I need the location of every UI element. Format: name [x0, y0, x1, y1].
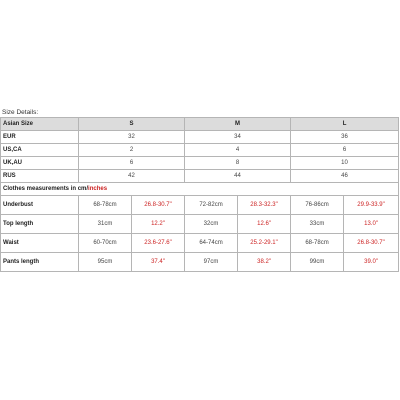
- size-cell: 34: [185, 131, 291, 144]
- row-label: UK,AU: [1, 157, 79, 170]
- inch-cell: 25.2-29.1": [238, 234, 291, 253]
- size-row-rus: [1, 170, 399, 183]
- cm-cell: 60-70cm: [79, 234, 132, 253]
- row-label: RUS: [1, 170, 79, 183]
- inch-cell: 12.2": [132, 215, 185, 234]
- row-label: Waist: [1, 234, 79, 253]
- cm-cell: 33cm: [291, 215, 344, 234]
- measurement-row-underbust: [1, 196, 399, 215]
- row-label: EUR: [1, 131, 79, 144]
- inch-cell: 37.4": [132, 253, 185, 272]
- measurement-row-waist: [1, 234, 399, 253]
- measurements-title-prefix: Clothes measurements in cm/: [3, 186, 89, 192]
- size-row-uk-au: [1, 157, 399, 170]
- size-cell: 36: [291, 131, 399, 144]
- size-cell: 10: [291, 157, 399, 170]
- measurement-row-top-length: [1, 215, 399, 234]
- size-cell: 32: [79, 131, 185, 144]
- measurements-title-inches: inches: [88, 186, 108, 192]
- measurements-title-row: [1, 183, 399, 196]
- size-cell: 2: [79, 144, 185, 157]
- cm-cell: 95cm: [79, 253, 132, 272]
- inch-cell: 26.8-30.7": [132, 196, 185, 215]
- size-cell: 8: [185, 157, 291, 170]
- inch-cell: 38.2": [238, 253, 291, 272]
- size-row-us-ca: [1, 144, 399, 157]
- asian-size-label: Asian Size: [1, 118, 79, 131]
- size-cell: 44: [185, 170, 291, 183]
- inch-cell: 23.6-27.6": [132, 234, 185, 253]
- size-row-eur: [1, 131, 399, 144]
- cm-cell: 68-78cm: [291, 234, 344, 253]
- inch-cell: 13.0": [344, 215, 399, 234]
- size-header-row: [1, 118, 399, 131]
- inch-cell: 29.9-33.9": [344, 196, 399, 215]
- row-label: US,CA: [1, 144, 79, 157]
- row-label: Pants length: [1, 253, 79, 272]
- size-cell: 4: [185, 144, 291, 157]
- size-l-header: L: [291, 118, 399, 131]
- cm-cell: 97cm: [185, 253, 238, 272]
- size-table: [0, 117, 399, 272]
- cm-cell: 68-78cm: [79, 196, 132, 215]
- cm-cell: 72-82cm: [185, 196, 238, 215]
- inch-cell: 12.6": [238, 215, 291, 234]
- cm-cell: 64-74cm: [185, 234, 238, 253]
- cm-cell: 32cm: [185, 215, 238, 234]
- row-label: Top length: [1, 215, 79, 234]
- inch-cell: 39.0": [344, 253, 399, 272]
- cm-cell: 76-86cm: [291, 196, 344, 215]
- row-label: Underbust: [1, 196, 79, 215]
- measurements-title: [1, 183, 399, 196]
- size-s-header: S: [79, 118, 185, 131]
- cm-cell: 99cm: [291, 253, 344, 272]
- inch-cell: 26.8-30.7": [344, 234, 399, 253]
- size-cell: 42: [79, 170, 185, 183]
- cm-cell: 31cm: [79, 215, 132, 234]
- measurement-row-pants-length: [1, 253, 399, 272]
- size-m-header: M: [185, 118, 291, 131]
- size-cell: 6: [291, 144, 399, 157]
- size-cell: 46: [291, 170, 399, 183]
- size-details-caption: Size Details:: [2, 109, 39, 116]
- size-cell: 6: [79, 157, 185, 170]
- inch-cell: 28.3-32.3": [238, 196, 291, 215]
